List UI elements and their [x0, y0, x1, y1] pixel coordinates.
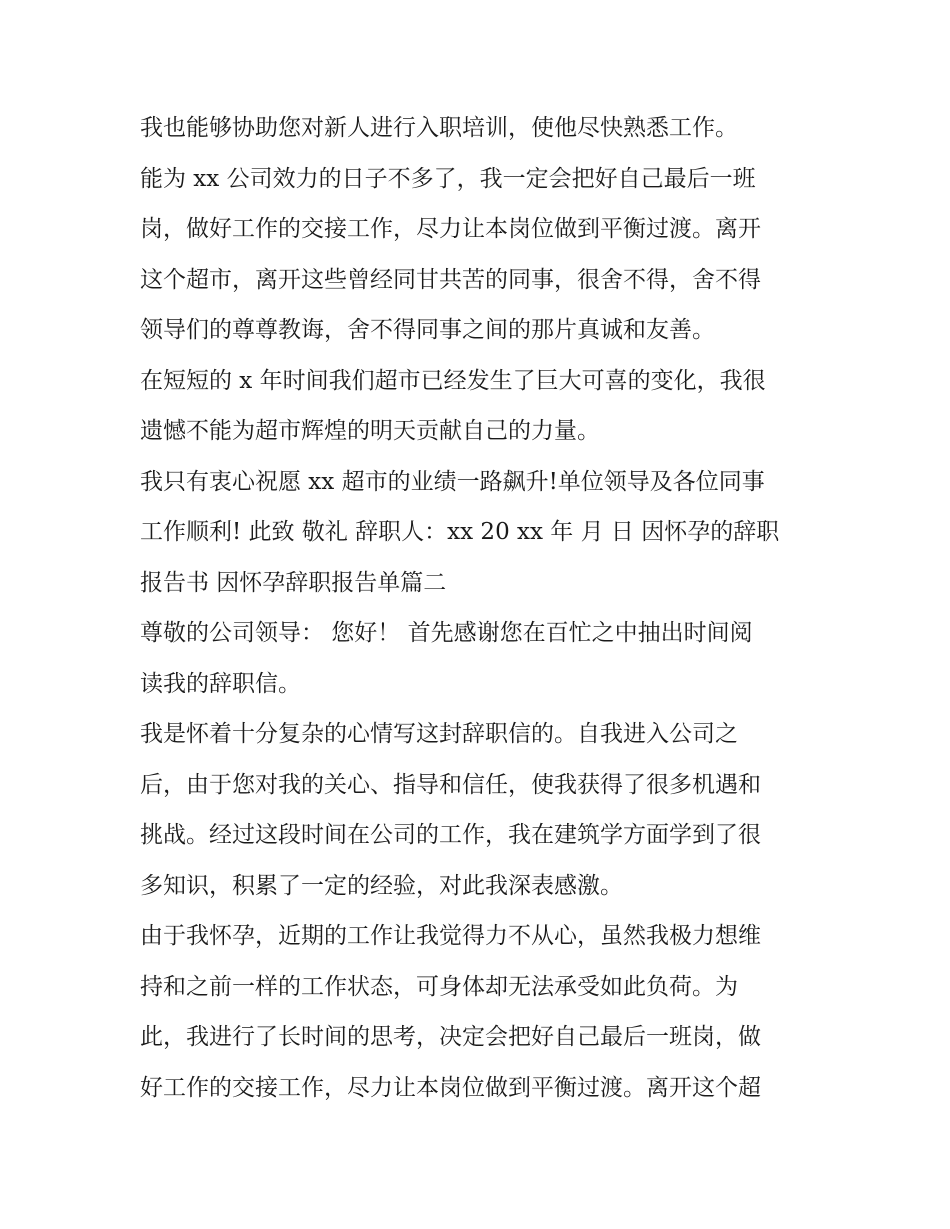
text-line: 此，我进行了长时间的思考，决定会把好自己最后一班岗，做 [140, 1024, 761, 1050]
text-line: 多知识，积累了一定的经验，对此我深表感激。 [140, 872, 623, 899]
text-line: 我也能够协助您对新人进行入职培训，使他尽快熟悉工作。 [140, 115, 738, 141]
text-line: 后，由于您对我的关心、指导和信任，使我获得了很多机遇和 [140, 771, 761, 798]
text-line: 我只有衷心祝愿 xx 超市的业绩一路飙升!单位领导及各位同事 [140, 468, 765, 495]
text-line: 工作顺利! 此致 敬礼 辞职人：xx 20 xx 年 月 日 因怀孕的辞职 [140, 519, 780, 545]
text-line: 由于我怀孕，近期的工作让我觉得力不从心，虽然我极力想维 [140, 923, 761, 949]
text-line: 挑战。经过这段时间在公司的工作，我在建筑学方面学到了很 [140, 822, 761, 848]
text-line: 遗憾不能为超市辉煌的明天贡献自己的力量。 [140, 418, 600, 444]
text-line: 持和之前一样的工作状态，可身体却无法承受如此负荷。为 [140, 973, 738, 1000]
text-line: 这个超市，离开这些曾经同甘共苦的同事，很舍不得，舍不得 [140, 266, 761, 293]
text-line: 好工作的交接工作，尽力让本岗位做到平衡过渡。离开这个超 [140, 1074, 761, 1101]
document-body [140, 103, 820, 1113]
text-line: 报告书 因怀孕辞职报告单篇二 [140, 569, 447, 596]
text-line: 领导们的尊尊教诲，舍不得同事之间的那片真诚和友善。 [140, 317, 715, 343]
text-line: 在短短的 x 年时间我们超市已经发生了巨大可喜的变化，我很 [140, 367, 766, 394]
text-line: 尊敬的公司领导： 您好！ 首先感谢您在百忙之中抽出时间阅 [140, 620, 753, 646]
text-line: 岗，做好工作的交接工作，尽力让本岗位做到平衡过渡。离开 [140, 216, 761, 242]
text-line: 我是怀着十分复杂的心情写这封辞职信的。自我进入公司之 [140, 721, 738, 747]
text-line: 能为 xx 公司效力的日子不多了，我一定会把好自己最后一班 [140, 165, 756, 192]
text-line: 读我的辞职信。 [140, 670, 301, 697]
